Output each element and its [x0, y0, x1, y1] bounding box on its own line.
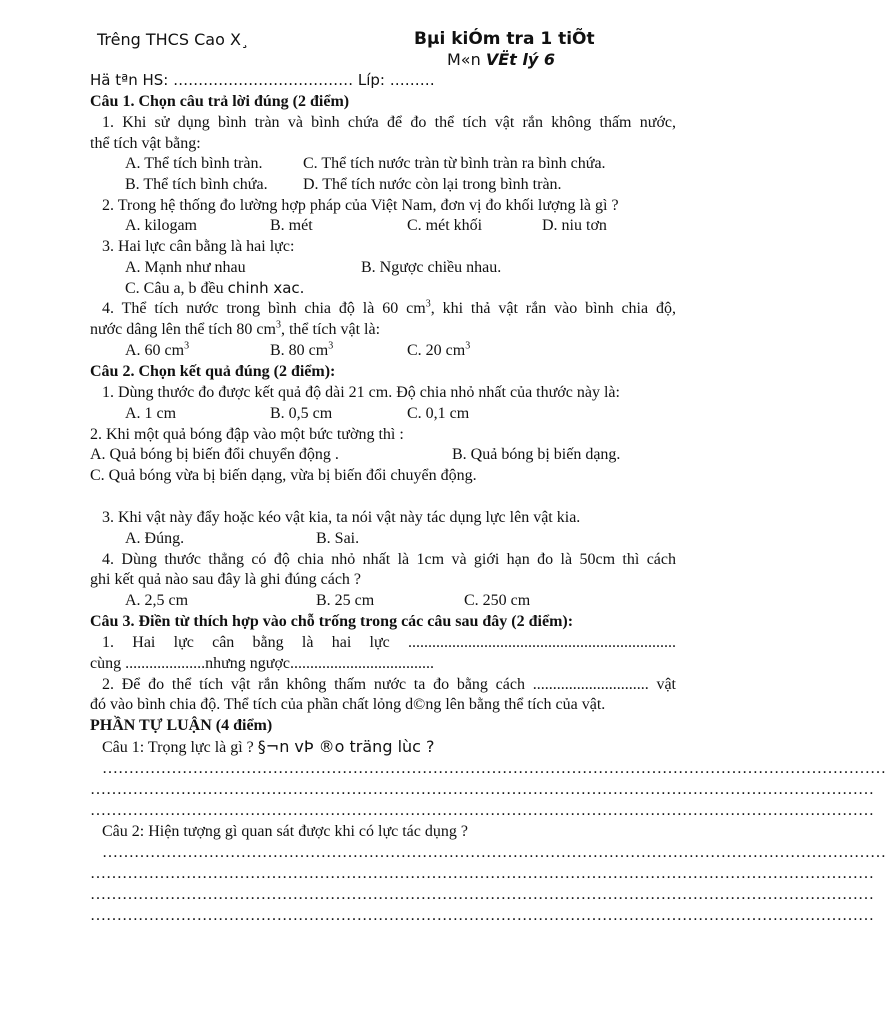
essay-section-title: PHẦN TỰ LUẬN (4 điểm): [90, 717, 273, 734]
q1-4-option-b-sup: 3: [328, 340, 334, 352]
q1-1-option-d: D. Thể tích nước còn lại trong bình tràn.: [303, 176, 562, 193]
subject-name: VËt lý 6: [485, 50, 555, 69]
answer-line-2[interactable]: …………………………………………………………………………………………………………………………………: [90, 781, 874, 798]
q3-1-text: 1. Hai lực cân bằng là hai lực ...................................................................: [102, 634, 676, 651]
q2-2-text: 2. Khi một quả bóng đập vào một bức tường thì :: [90, 426, 404, 443]
answer-line-4[interactable]: …………………………………………………………………………………………………………………………………: [102, 844, 886, 861]
q1-4-option-c-text: C. 20 cm: [407, 342, 466, 359]
q2-3-option-a: A. Đúng.: [125, 530, 185, 547]
q2-1-option-b: B. 0,5 cm: [270, 405, 333, 422]
q1-4-option-a-text: A. 60 cm: [125, 342, 185, 359]
q2-2-option-a: A. Quả bóng bị biến đổi chuyển động .: [90, 446, 339, 463]
answer-line-6[interactable]: …………………………………………………………………………………………………………………………………: [90, 886, 874, 903]
q1-4-option-b-text: B. 80 cm: [270, 342, 329, 359]
q2-4-option-a: A. 2,5 cm: [125, 592, 189, 609]
q3-2-line1: [90, 675, 676, 695]
q1-4-text-post: , khi thả vật rắn vào bình chia độ,: [430, 300, 676, 317]
school-name: Trêng THCS Cao X¸: [97, 30, 249, 49]
answer-line-7[interactable]: …………………………………………………………………………………………………………………………………: [90, 907, 874, 924]
q2-3-option-b: B. Sai.: [316, 530, 360, 547]
subject-line: [447, 50, 555, 70]
q2-4-text: 4. Dùng thước thẳng có độ chia nhỏ nhất là 1cm và giới hạn đo là 50cm thì cách: [102, 551, 676, 568]
q1-3-option-b: B. Ngược chiều nhau.: [361, 259, 502, 276]
q3-1-line1: [90, 633, 676, 653]
subject-prefix: M«n: [447, 50, 486, 69]
answer-line-5[interactable]: …………………………………………………………………………………………………………………………………: [90, 865, 874, 882]
q1-1-option-b: B. Thể tích bình chứa.: [125, 176, 268, 193]
q2-4-line2: ghi kết quả nào sau đây là ghi đúng cách ?: [90, 571, 362, 588]
q1-1-option-a: A. Thể tích bình tràn.: [125, 155, 263, 172]
q2-4-option-c: C. 250 cm: [464, 592, 531, 609]
q1-1-text: 1. Khi sử dụng bình tràn và bình chứa để đo thể tích vật rắn không thấm nước,: [102, 114, 676, 131]
q2-4-line1: [90, 550, 676, 570]
q2-2-option-c: C. Quả bóng vừa bị biến dạng, vừa bị biến đổi chuyển động.: [90, 467, 477, 484]
name-class-line: Hä tªn HS: ……………………………… Líp: ………: [90, 71, 435, 89]
q2-3-text: 3. Khi vật này đẩy hoặc kéo vật kia, ta nói vật này tác dụng lực lên vật kia.: [102, 509, 581, 526]
q1-4-option-c: [407, 341, 470, 361]
q3-1-line2: cùng ....................nhưng ngược....................................: [90, 655, 435, 672]
q1-4-option-a-sup: 3: [184, 340, 190, 352]
q1-4-line2-sup: 3: [275, 319, 281, 331]
q2-1-option-a: A. 1 cm: [125, 405, 177, 422]
q1-3-option-c-post: chinh xac.: [227, 279, 305, 297]
essay-question-1-pre: Câu 1: Trọng lực là gì ?: [102, 739, 258, 756]
q2-1-option-c: C. 0,1 cm: [407, 405, 470, 422]
essay-question-1: [102, 737, 435, 758]
q1-2-option-d: D. niu tơn: [542, 217, 607, 234]
q2-4-option-b: B. 25 cm: [316, 592, 375, 609]
q1-4-line2-pre: nước dâng lên thể tích 80 cm: [90, 321, 276, 338]
q1-3-option-c: [125, 278, 304, 299]
q1-1-option-c: C. Thể tích nước tràn từ bình tràn ra bình chứa.: [303, 155, 606, 172]
q1-3-text: 3. Hai lực cân bằng là hai lực:: [102, 238, 295, 255]
q1-4-line1: [90, 299, 676, 319]
q3-2-line2: đó vào bình chia độ. Thể tích của phần chất lỏng d©ng lên bằng thể tích của vật.: [90, 696, 606, 713]
answer-line-3[interactable]: …………………………………………………………………………………………………………………………………: [90, 802, 874, 819]
question-2-title: Câu 2. Chọn kết quả đúng (2 điểm):: [90, 363, 336, 380]
q1-2-text: 2. Trong hệ thống đo lường hợp pháp của Việt Nam, đơn vị đo khối lượng là gì ?: [102, 197, 619, 214]
question-3-title: Câu 3. Điền từ thích hợp vào chỗ trống trong các câu sau đây (2 điểm):: [90, 613, 574, 630]
q2-2-option-b: B. Quả bóng bị biến dạng.: [452, 446, 621, 463]
q1-4-option-c-sup: 3: [465, 340, 471, 352]
q1-4-line2-post: , thể tích vật là:: [280, 321, 381, 338]
essay-question-2: Câu 2: Hiện tượng gì quan sát được khi có lực tác dụng ?: [102, 823, 468, 840]
q1-2-option-b: B. mét: [270, 217, 313, 234]
q1-2-option-a: A. kilogam: [125, 217, 197, 234]
q1-3-option-c-pre: C. Câu a, b đều: [125, 280, 228, 297]
essay-question-1-post: §¬n vÞ ®o träng lùc ?: [257, 737, 435, 756]
q1-4-option-b: [270, 341, 333, 361]
q1-4-text-pre: 4. Thể tích nước trong bình chia độ là 60 cm: [102, 300, 426, 317]
question-1-title: Câu 1. Chọn câu trả lời đúng (2 điểm): [90, 93, 350, 110]
q2-1-text: 1. Dùng thước đo được kết quả độ dài 21 cm. Độ chia nhỏ nhất của thước này là:: [102, 384, 620, 401]
exam-title: Bµi kiÓm tra 1 tiÕt: [414, 29, 595, 49]
q1-4-sup: 3: [425, 298, 431, 310]
q3-2-text: 2. Để đo thể tích vật rắn không thấm nước ta đo bằng cách ............................. vật: [102, 676, 676, 693]
q1-1-line1: [90, 113, 676, 133]
q1-1-line2: thể tích vật bằng:: [90, 135, 201, 152]
answer-line-1[interactable]: …………………………………………………………………………………………………………………………………: [102, 760, 886, 777]
q1-4-option-a: [125, 341, 189, 361]
q1-3-option-a: A. Mạnh như nhau: [125, 259, 246, 276]
q1-2-option-c: C. mét khối: [407, 217, 483, 234]
q1-4-line2: [90, 320, 380, 340]
